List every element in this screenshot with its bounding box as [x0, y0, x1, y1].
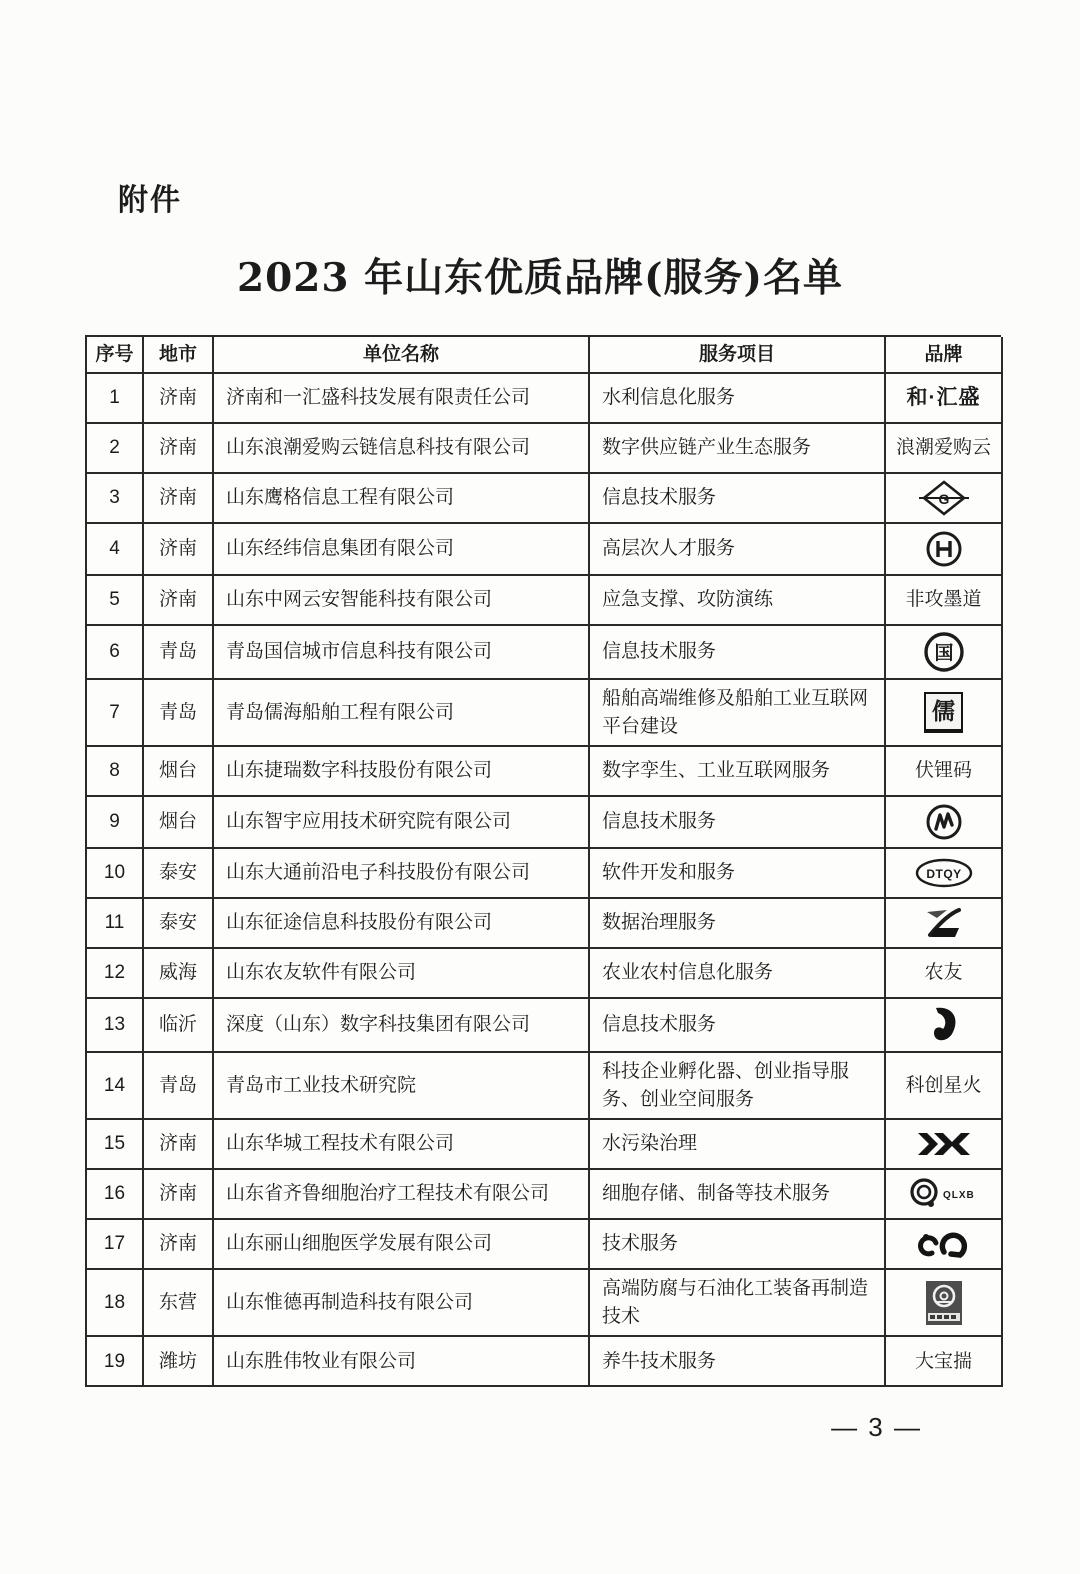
- company-name-cell: 山东鹰格信息工程有限公司: [214, 474, 590, 524]
- company-name-cell: 山东农友软件有限公司: [214, 949, 590, 999]
- company-name-cell: 青岛市工业技术研究院: [214, 1053, 590, 1120]
- header-cell-1: 地市: [144, 337, 214, 374]
- z-swoosh-logo-icon: [921, 904, 967, 942]
- service-item-cell: 船舶高端维修及船舶工业互联网平台建设: [590, 680, 886, 747]
- row-number-cell: 10: [87, 849, 144, 899]
- service-item-cell: 信息技术服务: [590, 626, 886, 680]
- row-number-cell: 15: [87, 1120, 144, 1170]
- row-number-cell: 3: [87, 474, 144, 524]
- service-item-cell: 水利信息化服务: [590, 374, 886, 424]
- company-name-cell: 山东智宇应用技术研究院有限公司: [214, 797, 590, 849]
- city-cell: 威海: [144, 949, 214, 999]
- row-number-cell: 1: [87, 374, 144, 424]
- brand-cell: [886, 899, 1003, 949]
- circle-zy-logo-icon: [924, 802, 964, 842]
- table-row: [87, 797, 1001, 849]
- table-row: [87, 474, 1001, 524]
- service-item-cell: 软件开发和服务: [590, 849, 886, 899]
- svg-text:DTQY: DTQY: [925, 867, 962, 882]
- brand-cell: [886, 1120, 1003, 1170]
- row-number-cell: 11: [87, 899, 144, 949]
- city-cell: 泰安: [144, 899, 214, 949]
- row-number-cell: 14: [87, 1053, 144, 1120]
- service-item-cell: 农业农村信息化服务: [590, 949, 886, 999]
- company-name-cell: 山东中网云安智能科技有限公司: [214, 576, 590, 626]
- table-row: [87, 999, 1001, 1053]
- table-row: [87, 374, 1001, 424]
- row-number-cell: 17: [87, 1220, 144, 1270]
- brand-name-text: 伏锂码: [914, 760, 972, 782]
- company-name-cell: 山东丽山细胞医学发展有限公司: [214, 1220, 590, 1270]
- row-number-cell: 2: [87, 424, 144, 474]
- brand-cell: [886, 680, 1003, 747]
- table-row: [87, 1220, 1001, 1270]
- diamond-g-logo-icon: [918, 479, 970, 517]
- company-name-cell: 青岛国信城市信息科技有限公司: [214, 626, 590, 680]
- service-item-cell: 科技企业孵化器、创业指导服务、创业空间服务: [590, 1053, 886, 1120]
- table-row: [87, 1120, 1001, 1170]
- table-row: [87, 680, 1001, 747]
- svg-text:QLXB: QLXB: [942, 1190, 975, 1202]
- service-item-cell: 应急支撑、攻防演练: [590, 576, 886, 626]
- company-name-cell: 山东大通前沿电子科技股份有限公司: [214, 849, 590, 899]
- row-number-cell: 18: [87, 1270, 144, 1337]
- row-number-cell: 4: [87, 524, 144, 576]
- svg-text:G: G: [938, 491, 949, 507]
- service-item-cell: 高层次人才服务: [590, 524, 886, 576]
- row-number-cell: 9: [87, 797, 144, 849]
- table-row: [87, 899, 1001, 949]
- company-name-cell: 山东征途信息科技股份有限公司: [214, 899, 590, 949]
- city-cell: 济南: [144, 374, 214, 424]
- table-row: [87, 747, 1001, 797]
- brand-cell: [886, 1053, 1003, 1120]
- city-cell: 济南: [144, 424, 214, 474]
- service-item-cell: 信息技术服务: [590, 474, 886, 524]
- table-row: [87, 524, 1001, 576]
- row-number-cell: 13: [87, 999, 144, 1053]
- header-cell-2: 单位名称: [214, 337, 590, 374]
- service-item-cell: 技术服务: [590, 1220, 886, 1270]
- header-cell-0: 序号: [87, 337, 144, 374]
- row-number-cell: 12: [87, 949, 144, 999]
- brand-cell: [886, 626, 1003, 680]
- brand-cell: [886, 1170, 1003, 1220]
- brand-name-text: 和·汇盛: [906, 385, 981, 409]
- service-item-cell: 细胞存储、制备等技术服务: [590, 1170, 886, 1220]
- table-row: [87, 1270, 1001, 1337]
- service-item-cell: 信息技术服务: [590, 999, 886, 1053]
- row-number-cell: 16: [87, 1170, 144, 1220]
- brand-cell: [886, 747, 1003, 797]
- brand-name-text: 浪潮爱购云: [895, 437, 991, 459]
- city-cell: 烟台: [144, 747, 214, 797]
- co-loop-logo-icon: [916, 1226, 972, 1262]
- brand-cell: [886, 576, 1003, 626]
- city-cell: 青岛: [144, 1053, 214, 1120]
- city-cell: 济南: [144, 1170, 214, 1220]
- header-cell-4: 品牌: [886, 337, 1003, 374]
- table-row: [87, 949, 1001, 999]
- dtqy-oval-logo-icon: [914, 857, 974, 889]
- attachment-label: 附件: [118, 184, 182, 217]
- brand-name-text: 大宝揣: [914, 1350, 972, 1372]
- circle-guo-logo-icon: [923, 631, 965, 673]
- brand-cell: [886, 949, 1003, 999]
- brand-cell: [886, 999, 1003, 1053]
- table-header-row: [87, 337, 1001, 374]
- table-row: [87, 849, 1001, 899]
- header-cell-3: 服务项目: [590, 337, 886, 374]
- service-item-cell: 数据治理服务: [590, 899, 886, 949]
- service-item-cell: 信息技术服务: [590, 797, 886, 849]
- city-cell: 东营: [144, 1270, 214, 1337]
- service-item-cell: 养牛技术服务: [590, 1337, 886, 1387]
- brand-cell: [886, 474, 1003, 524]
- city-cell: 济南: [144, 1220, 214, 1270]
- ru-character-logo-icon: 儒: [924, 692, 963, 732]
- brand-name-text: 科创星火: [905, 1074, 982, 1096]
- row-number-cell: 7: [87, 680, 144, 747]
- city-cell: 青岛: [144, 626, 214, 680]
- city-cell: 济南: [144, 524, 214, 576]
- brand-cell: [886, 797, 1003, 849]
- company-name-cell: 山东捷瑞数字科技股份有限公司: [214, 747, 590, 797]
- table-row: [87, 424, 1001, 474]
- service-item-cell: 数字供应链产业生态服务: [590, 424, 886, 474]
- company-name-cell: 山东浪潮爱购云链信息科技有限公司: [214, 424, 590, 474]
- brand-cell: [886, 374, 1003, 424]
- page-title: 2023 年山东优质品牌(服务)名单: [236, 255, 844, 301]
- city-cell: 潍坊: [144, 1337, 214, 1387]
- page-number: — 3 —: [831, 1412, 922, 1442]
- city-cell: 泰安: [144, 849, 214, 899]
- brand-cell: [886, 1337, 1003, 1387]
- brand-cell: [886, 1270, 1003, 1337]
- table-row: [87, 1170, 1001, 1220]
- brand-name-text: 农友: [924, 962, 963, 984]
- city-cell: 济南: [144, 576, 214, 626]
- company-name-cell: 深度（山东）数字科技集团有限公司: [214, 999, 590, 1053]
- row-number-cell: 19: [87, 1337, 144, 1387]
- row-number-cell: 6: [87, 626, 144, 680]
- company-name-cell: 山东经纬信息集团有限公司: [214, 524, 590, 576]
- table-row: [87, 626, 1001, 680]
- d-swirl-logo-icon: [926, 1004, 962, 1046]
- city-cell: 烟台: [144, 797, 214, 849]
- svg-text:国: 国: [933, 643, 954, 664]
- brand-cell: [886, 849, 1003, 899]
- city-cell: 济南: [144, 474, 214, 524]
- city-cell: 济南: [144, 1120, 214, 1170]
- brand-name-text: 非攻墨道: [905, 589, 982, 611]
- company-name-cell: 山东胜伟牧业有限公司: [214, 1337, 590, 1387]
- circle-jw-logo-icon: [924, 529, 964, 569]
- table-row: [87, 1053, 1001, 1120]
- chevrons-logo-icon: [914, 1130, 974, 1158]
- company-name-cell: 山东惟德再制造科技有限公司: [214, 1270, 590, 1337]
- service-item-cell: 高端防腐与石油化工装备再制造技术: [590, 1270, 886, 1337]
- city-cell: 临沂: [144, 999, 214, 1053]
- brand-cell: [886, 424, 1003, 474]
- table-row: [87, 576, 1001, 626]
- qlxb-spiral-logo-icon: [907, 1176, 981, 1212]
- row-number-cell: 8: [87, 747, 144, 797]
- company-name-cell: 山东省齐鲁细胞治疗工程技术有限公司: [214, 1170, 590, 1220]
- service-item-cell: 数字孪生、工业互联网服务: [590, 747, 886, 797]
- row-number-cell: 5: [87, 576, 144, 626]
- company-name-cell: 济南和一汇盛科技发展有限责任公司: [214, 374, 590, 424]
- brand-cell: [886, 524, 1003, 576]
- brand-cell: [886, 1220, 1003, 1270]
- badge-emblem-logo-icon: [925, 1280, 963, 1326]
- city-cell: 青岛: [144, 680, 214, 747]
- table-row: [87, 1337, 1001, 1387]
- company-name-cell: 山东华城工程技术有限公司: [214, 1120, 590, 1170]
- service-item-cell: 水污染治理: [590, 1120, 886, 1170]
- company-name-cell: 青岛儒海船舶工程有限公司: [214, 680, 590, 747]
- brands-table: [85, 335, 1001, 1387]
